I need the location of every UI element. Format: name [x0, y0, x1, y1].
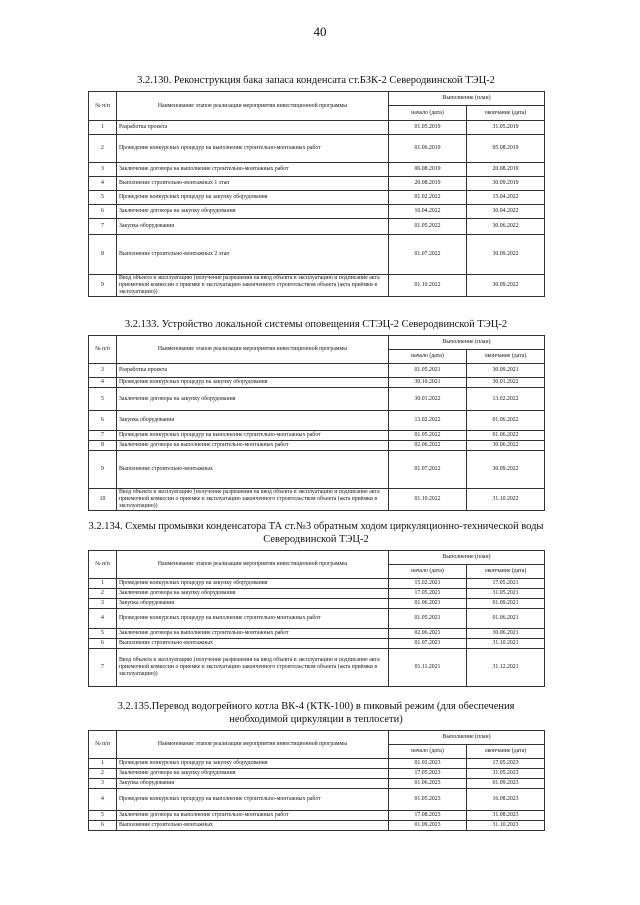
end-date: 30.09.2021: [467, 364, 545, 378]
start-date: 06.08.2019: [389, 163, 467, 177]
stage-name: Проведение конкурсных процедур на закупку оборудования: [117, 378, 389, 388]
row-number: 5: [89, 811, 117, 821]
stages-table: [88, 91, 545, 297]
stage-name: Заключение договора на выполнение строительно-монтажных работ: [117, 629, 389, 639]
end-date: 30.09.2019: [467, 177, 545, 191]
stage-name: Разработка проекта: [117, 364, 389, 378]
table-header-row: [89, 336, 545, 350]
header-start: начало (дата): [389, 106, 467, 121]
start-date: 01.09.2023: [389, 821, 467, 831]
header-num: № п/п: [89, 731, 117, 759]
table-row: [89, 121, 545, 135]
end-date: 30.09.2022: [467, 451, 545, 489]
stage-name: Закупка оборудования: [117, 219, 389, 235]
start-date: 01.07.2021: [389, 639, 467, 649]
row-number: 5: [89, 388, 117, 411]
start-date: 01.10.2022: [389, 275, 467, 297]
table-row: [89, 599, 545, 609]
start-date: 01.11.2021: [389, 649, 467, 687]
header-execution: Выполнение (план): [389, 551, 545, 565]
stage-name: Ввод объекта в эксплуатацию (получение разрешения на ввод объекта в эксплуатацию и подписание акта приемочной комиссии о приемке в эксплуатацию законченного строительством объекта (акта приёмки в эксплуатацию)): [117, 489, 389, 511]
row-number: 7: [89, 431, 117, 441]
table-row: [89, 489, 545, 511]
table-row: [89, 388, 545, 411]
stage-name: Заключение договора на выполнение строительно-монтажных работ: [117, 163, 389, 177]
table-row: [89, 205, 545, 219]
row-number: 5: [89, 191, 117, 205]
end-date: 31.05.2023: [467, 769, 545, 779]
end-date: 31.05.2021: [467, 589, 545, 599]
header-execution: Выполнение (план): [389, 731, 545, 745]
header-start: начало (дата): [389, 745, 467, 759]
start-date: 01.03.2023: [389, 759, 467, 769]
end-date: 31.08.2023: [467, 811, 545, 821]
start-date: 01.05.2022: [389, 431, 467, 441]
stage-name: Проведение конкурсных процедур на выполнение строительно-монтажных работ: [117, 135, 389, 163]
row-number: 3: [89, 599, 117, 609]
start-date: 13.02.2022: [389, 411, 467, 431]
table-row: [89, 411, 545, 431]
row-number: 9: [89, 275, 117, 297]
table-row: [89, 163, 545, 177]
start-date: 15.02.2021: [389, 579, 467, 589]
header-stage-name: Наименование этапов реализации мероприятия инвестиционной программы: [117, 731, 389, 759]
start-date: 01.02.2022: [389, 191, 467, 205]
table-row: [89, 759, 545, 769]
section-134: [88, 520, 544, 687]
header-stage-name: Наименование этапов реализации мероприятия инвестиционной программы: [117, 336, 389, 364]
stage-name: Проведение конкурсных процедур на закупку оборудования: [117, 191, 389, 205]
start-date: 01.07.2022: [389, 451, 467, 489]
table-row: [89, 219, 545, 235]
row-number: 1: [89, 579, 117, 589]
header-end: окончание (дата): [467, 350, 545, 364]
start-date: 16.04.2022: [389, 205, 467, 219]
row-number: 3: [89, 364, 117, 378]
table-row: [89, 579, 545, 589]
start-date: 01.05.2022: [389, 219, 467, 235]
end-date: 01.09.2021: [467, 599, 545, 609]
stage-name: Выполнение строительно-монтажных 2 этап: [117, 235, 389, 275]
row-number: 7: [89, 219, 117, 235]
stages-table: [88, 730, 545, 831]
stage-name: Заключение договора на закупку оборудования: [117, 589, 389, 599]
start-date: 02.06.2022: [389, 441, 467, 451]
end-date: 30.09.2022: [467, 275, 545, 297]
end-date: 31.10.2021: [467, 639, 545, 649]
start-date: 17.05.2021: [389, 589, 467, 599]
table-row: [89, 275, 545, 297]
end-date: 17.05.2023: [467, 759, 545, 769]
start-date: 30.10.2021: [389, 378, 467, 388]
stage-name: Заключение договора на выполнение строительно-монтажных работ: [117, 811, 389, 821]
table-row: [89, 441, 545, 451]
end-date: 13.02.2022: [467, 388, 545, 411]
table-row: [89, 135, 545, 163]
row-number: 10: [89, 489, 117, 511]
stage-name: Заключение договора на закупку оборудования: [117, 769, 389, 779]
table-row: [89, 779, 545, 789]
row-number: 4: [89, 177, 117, 191]
table-row: [89, 789, 545, 811]
start-date: 17.08.2023: [389, 811, 467, 821]
end-date: 16.08.2023: [467, 789, 545, 811]
stage-name: Закупка оборудования: [117, 411, 389, 431]
row-number: 6: [89, 639, 117, 649]
row-number: 3: [89, 779, 117, 789]
row-number: 1: [89, 121, 117, 135]
row-number: 8: [89, 235, 117, 275]
header-start: начало (дата): [389, 565, 467, 579]
page-number: 40: [313, 24, 327, 39]
table-header-row: [89, 92, 545, 106]
row-number: 6: [89, 411, 117, 431]
stage-name: Проведение конкурсных процедур на выполнение строительно-монтажных работ: [117, 609, 389, 629]
start-date: 01.10.2022: [389, 489, 467, 511]
header-end: окончание (дата): [467, 106, 545, 121]
table-row: [89, 191, 545, 205]
end-date: 31.10.2023: [467, 821, 545, 831]
row-number: 3: [89, 163, 117, 177]
stage-name: Заключение договора на закупку оборудования: [117, 205, 389, 219]
start-date: 01.06.2021: [389, 599, 467, 609]
row-number: 6: [89, 821, 117, 831]
row-number: 2: [89, 135, 117, 163]
start-date: 01.06.2019: [389, 135, 467, 163]
table-row: [89, 811, 545, 821]
stage-name: Закупка оборудования: [117, 599, 389, 609]
end-date: 01.06.2022: [467, 431, 545, 441]
row-number: 4: [89, 609, 117, 629]
start-date: 01.05.2023: [389, 789, 467, 811]
row-number: 6: [89, 205, 117, 219]
section-title: 3.2.135.Перевод водогрейного котла ВК-4 (КТК-100) в пиковый режим (для обеспечения необходимой циркуляции в теплосети): [117, 701, 515, 725]
section-title: 3.2.133. Устройство локальной системы оповещения СТЭЦ-2 Северодвинской ТЭЦ-2: [124, 319, 508, 330]
end-date: 01.06.2022: [467, 411, 545, 431]
start-date: 20.08.2019: [389, 177, 467, 191]
stages-table: [88, 550, 545, 687]
end-date: 30.04.2022: [467, 205, 545, 219]
stage-name: Выполнение строительно-монтажных: [117, 451, 389, 489]
stage-name: Выполнение строительно-монтажных: [117, 821, 389, 831]
section-title: 3.2.134. Схемы промывки конденсатора ТА ст.№3 обратным ходом циркуляционно-технической воды Северодвинской ТЭЦ-2: [88, 521, 544, 545]
stage-name: Проведение конкурсных процедур на закупку оборудования: [117, 759, 389, 769]
stage-name: Закупка оборудования: [117, 779, 389, 789]
table-row: [89, 378, 545, 388]
row-number: 8: [89, 441, 117, 451]
section-135: [88, 700, 544, 831]
start-date: 02.06.2021: [389, 629, 467, 639]
stage-name: Заключение договора на выполнение строительно-монтажных работ: [117, 441, 389, 451]
table-row: [89, 609, 545, 629]
table-header-row: [89, 551, 545, 565]
start-date: 01.06.2023: [389, 779, 467, 789]
row-number: 2: [89, 769, 117, 779]
table-row: [89, 589, 545, 599]
table-header-row: [89, 731, 545, 745]
end-date: 05.08.2019: [467, 135, 545, 163]
table-row: [89, 177, 545, 191]
row-number: 5: [89, 629, 117, 639]
end-date: 20.08.2019: [467, 163, 545, 177]
stage-name: Ввод объекта в эксплуатацию (получение разрешения на ввод объекта в эксплуатацию и подписание акта приемочной комиссии о приемке в эксплуатацию законченного строительством объекта (акта приёмки в эксплуатацию)): [117, 275, 389, 297]
start-date: 01.05.2021: [389, 364, 467, 378]
row-number: 9: [89, 451, 117, 489]
header-stage-name: Наименование этапов реализации мероприятия инвестиционной программы: [117, 92, 389, 121]
stage-name: Разработка проекта: [117, 121, 389, 135]
end-date: 01.09.2023: [467, 779, 545, 789]
table-row: [89, 235, 545, 275]
section-133: [88, 318, 544, 511]
end-date: 31.12.2021: [467, 649, 545, 687]
end-date: 15.04.2022: [467, 191, 545, 205]
table-row: [89, 639, 545, 649]
table-row: [89, 649, 545, 687]
end-date: 30.06.2022: [467, 219, 545, 235]
header-end: окончание (дата): [467, 745, 545, 759]
start-date: 01.05.2019: [389, 121, 467, 135]
row-number: 1: [89, 759, 117, 769]
end-date: 31.10.2022: [467, 489, 545, 511]
stage-name: Заключение договора на закупку оборудования: [117, 388, 389, 411]
header-num: № п/п: [89, 92, 117, 121]
table-row: [89, 821, 545, 831]
row-number: 4: [89, 378, 117, 388]
row-number: 4: [89, 789, 117, 811]
table-row: [89, 451, 545, 489]
start-date: 01.05.2021: [389, 609, 467, 629]
header-execution: Выполнение (план): [389, 92, 545, 106]
stage-name: Выполнение строительно-монтажных 1 этап: [117, 177, 389, 191]
end-date: 01.06.2021: [467, 609, 545, 629]
end-date: 30.06.2022: [467, 441, 545, 451]
header-num: № п/п: [89, 336, 117, 364]
stage-name: Ввод объекта в эксплуатацию (получение разрешения на ввод объекта в эксплуатацию и подписание акта приемочной комиссии о приемке в эксплуатацию законченного строительством объекта (акта приёмки в эксплуатацию)): [117, 649, 389, 687]
row-number: 7: [89, 649, 117, 687]
stage-name: Проведение конкурсных процедур на выполнение строительно-монтажных работ: [117, 789, 389, 811]
stage-name: Выполнение строительно-монтажных: [117, 639, 389, 649]
end-date: 30.06.2021: [467, 629, 545, 639]
stages-table: [88, 335, 545, 511]
table-row: [89, 431, 545, 441]
stage-name: Проведение конкурсных процедур на закупку оборудования: [117, 579, 389, 589]
end-date: 31.05.2019: [467, 121, 545, 135]
start-date: 01.07.2022: [389, 235, 467, 275]
start-date: 17.05.2023: [389, 769, 467, 779]
end-date: 17.05.2021: [467, 579, 545, 589]
table-row: [89, 769, 545, 779]
header-end: окончание (дата): [467, 565, 545, 579]
end-date: 30.09.2022: [467, 235, 545, 275]
table-row: [89, 629, 545, 639]
end-date: 30.01.2022: [467, 378, 545, 388]
header-start: начало (дата): [389, 350, 467, 364]
header-execution: Выполнение (план): [389, 336, 545, 350]
section-130: [88, 74, 544, 297]
section-title: 3.2.130. Реконструкция бака запаса конденсата ст.БЗК-2 Северодвинской ТЭЦ-2: [137, 75, 495, 86]
row-number: 2: [89, 589, 117, 599]
table-row: [89, 364, 545, 378]
stage-name: Проведение конкурсных процедур на выполнение строительно-монтажных работ: [117, 431, 389, 441]
header-stage-name: Наименование этапов реализации мероприятия инвестиционной программы: [117, 551, 389, 579]
header-num: № п/п: [89, 551, 117, 579]
start-date: 30.01.2022: [389, 388, 467, 411]
